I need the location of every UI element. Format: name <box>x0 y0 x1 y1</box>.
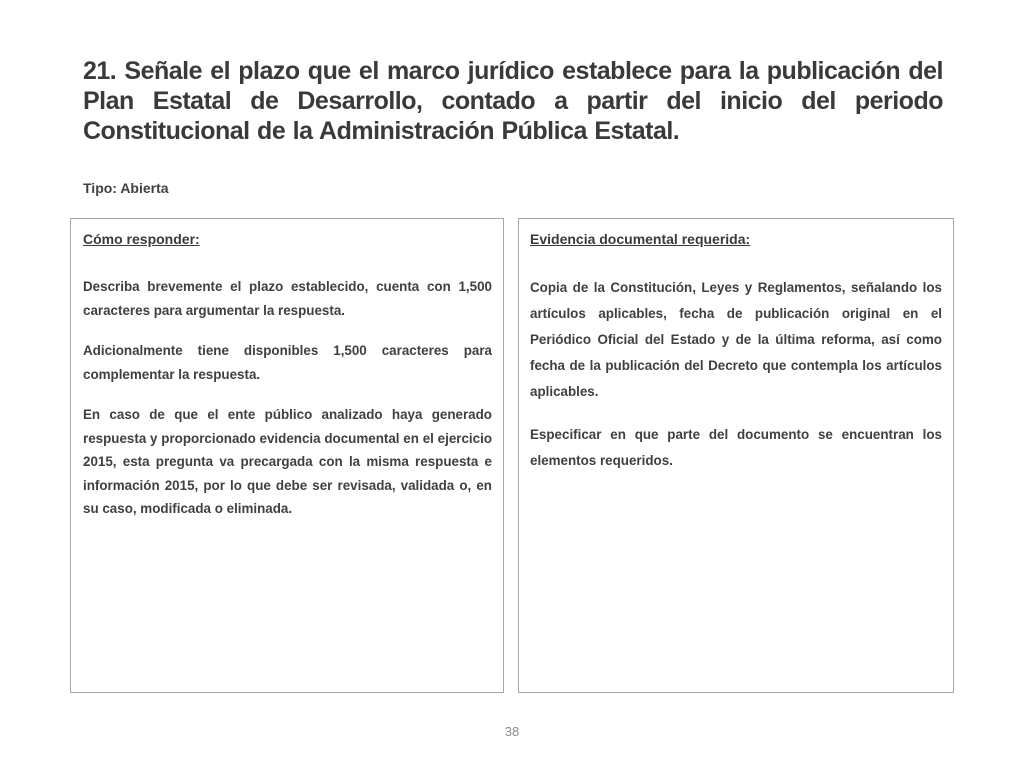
how-to-answer-box <box>70 218 504 693</box>
required-evidence-box <box>518 218 954 693</box>
how-to-answer-paragraph: Describa brevemente el plazo establecido, cuenta con 1,500 caracteres para argumentar la respuesta. <box>83 279 492 318</box>
required-evidence-paragraph: Especificar en que parte del documento se encuentran los elementos requeridos. <box>530 427 942 468</box>
how-to-answer-paragraph: Adicionalmente tiene disponibles 1,500 caracteres para complementar la respuesta. <box>83 343 492 382</box>
required-evidence-paragraph: Copia de la Constitución, Leyes y Reglamentos, señalando los artículos aplicables, fecha de publicación original en el Periódico Oficial del Estado y de la última reforma, así como fecha de la publicación del Decreto que contempla los artículos aplicables. <box>530 280 942 399</box>
required-evidence-heading: Evidencia documental requerida: <box>530 231 751 247</box>
question-title: 21. Señale el plazo que el marco jurídico establece para la publicación del Plan Estatal de Desarrollo, contado a partir del inicio del periodo Constitucional de la Administración Pública Estatal. <box>83 57 943 145</box>
page-number: 38 <box>504 724 520 739</box>
how-to-answer-paragraph: En caso de que el ente público analizado haya generado respuesta y proporcionado evidencia documental en el ejercicio 2015, esta pregunta va precargada con la misma respuesta e información 2015, por lo que debe ser revisada, validada o, en su caso, modificada o eliminada. <box>83 407 492 516</box>
how-to-answer-heading: Cómo responder: <box>83 231 200 247</box>
question-type: Tipo: Abierta <box>83 180 169 196</box>
